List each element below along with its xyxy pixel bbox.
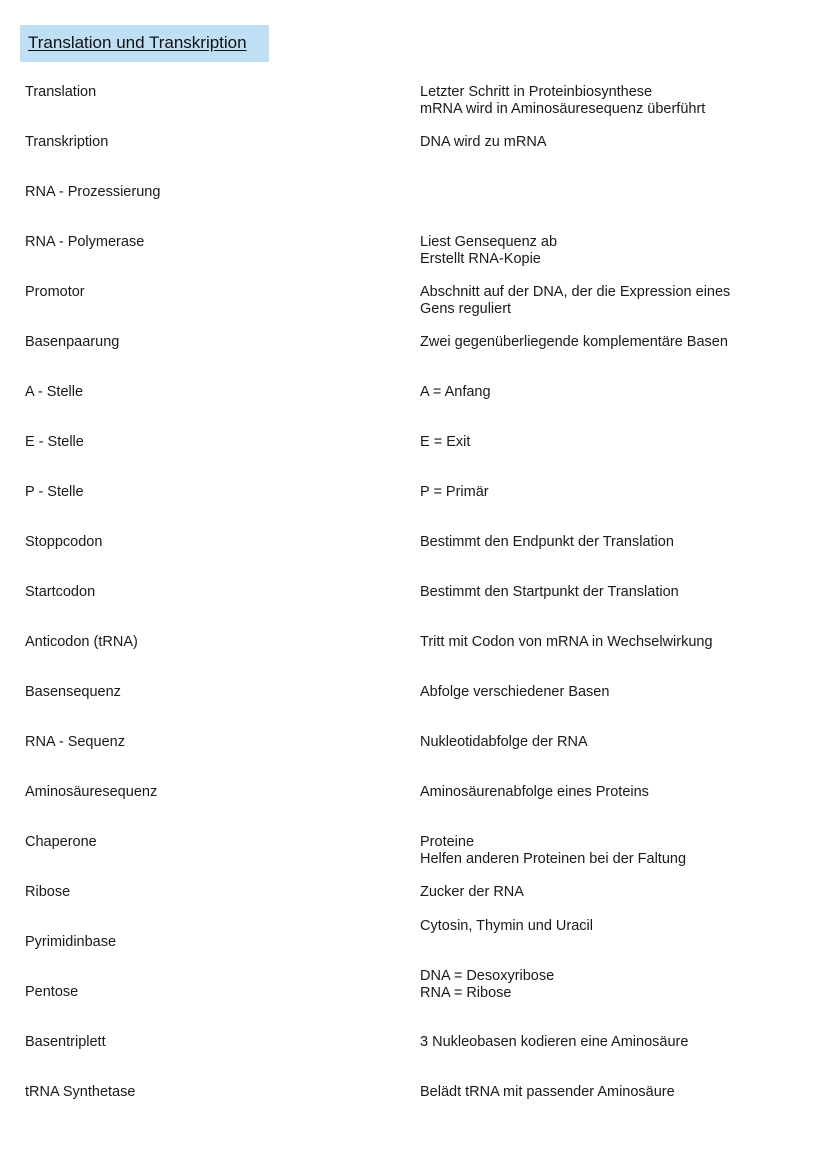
glossary-term: Basentriplett	[25, 1034, 106, 1050]
definition-line: Helfen anderen Proteinen bei der Faltung	[420, 851, 687, 867]
glossary-definition	[420, 684, 609, 701]
glossary-term: tRNA Synthetase	[25, 1084, 136, 1100]
definition-line: DNA = Desoxyribose	[420, 968, 555, 984]
glossary-definition	[420, 1084, 675, 1101]
glossary-term: Promotor	[25, 284, 85, 300]
glossary-term: Stoppcodon	[25, 534, 103, 550]
glossary-term: P - Stelle	[25, 484, 84, 500]
glossary-definition	[420, 634, 713, 651]
glossary-definition	[420, 784, 649, 801]
glossary-term: E - Stelle	[25, 434, 84, 450]
definition-line: A = Anfang	[420, 384, 491, 400]
definition-line: Belädt tRNA mit passender Aminosäure	[420, 1084, 675, 1100]
definition-line: Bestimmt den Endpunkt der Translation	[420, 534, 674, 550]
glossary-term: Translation	[25, 84, 97, 100]
glossary-term: Startcodon	[25, 584, 96, 600]
glossary-term: Basensequenz	[25, 684, 121, 700]
glossary-term: Pyrimidinbase	[25, 934, 117, 950]
definition-line: Zwei gegenüberliegende komplementäre Basen	[420, 334, 728, 350]
glossary-term: RNA - Prozessierung	[25, 184, 161, 200]
definition-line: Liest Gensequenz ab	[420, 234, 558, 250]
definition-line: Aminosäurenabfolge eines Proteins	[420, 784, 649, 800]
glossary-definition	[420, 434, 470, 451]
glossary-term: A - Stelle	[25, 384, 84, 400]
definition-line: Tritt mit Codon von mRNA in Wechselwirkung	[420, 634, 713, 650]
definition-line: Proteine	[420, 834, 475, 850]
glossary-definition	[420, 918, 593, 935]
definition-line: Letzter Schritt in Proteinbiosynthese	[420, 84, 653, 100]
definition-line: Abfolge verschiedener Basen	[420, 684, 610, 700]
definition-line: Bestimmt den Startpunkt der Translation	[420, 584, 679, 600]
glossary-term: Pentose	[25, 984, 79, 1000]
definition-line: DNA wird zu mRNA	[420, 134, 547, 150]
definition-line: Erstellt RNA-Kopie	[420, 251, 541, 267]
glossary-definition	[420, 534, 674, 551]
glossary-definition	[420, 884, 524, 901]
glossary-term: Chaperone	[25, 834, 97, 850]
glossary-term: Transkription	[25, 134, 109, 150]
glossary-definition	[420, 734, 588, 751]
glossary-definition	[420, 284, 730, 318]
glossary-definition	[420, 584, 679, 601]
glossary-definition	[420, 134, 547, 151]
definition-line: P = Primär	[420, 484, 489, 500]
definition-line: RNA = Ribose	[420, 985, 512, 1001]
glossary-term: Basenpaarung	[25, 334, 120, 350]
glossary-term: Ribose	[25, 884, 71, 900]
page-title: Translation und Transkription	[28, 33, 247, 52]
definition-line: Zucker der RNA	[420, 884, 524, 900]
glossary-definition	[420, 84, 705, 118]
definition-line: Nukleotidabfolge der RNA	[420, 734, 588, 750]
glossary-definition	[420, 834, 686, 868]
glossary-definition	[420, 234, 557, 268]
glossary-term: Anticodon (tRNA)	[25, 634, 138, 650]
glossary-term: Aminosäuresequenz	[25, 784, 158, 800]
glossary-definition	[420, 334, 728, 351]
title-box	[20, 25, 269, 62]
glossary-definition	[420, 1034, 688, 1051]
definition-line: 3 Nukleobasen kodieren eine Aminosäure	[420, 1034, 689, 1050]
glossary-definition	[420, 384, 491, 401]
definition-line: E = Exit	[420, 434, 471, 450]
definition-line: Abschnitt auf der DNA, der die Expression eines	[420, 284, 731, 300]
glossary-definition	[420, 484, 489, 501]
glossary-term: RNA - Polymerase	[25, 234, 145, 250]
glossary-term: RNA - Sequenz	[25, 734, 125, 750]
definition-line: mRNA wird in Aminosäuresequenz überführt	[420, 101, 706, 117]
definition-line: Cytosin, Thymin und Uracil	[420, 918, 593, 934]
definition-line: Gens reguliert	[420, 301, 512, 317]
glossary-definition	[420, 968, 554, 1002]
